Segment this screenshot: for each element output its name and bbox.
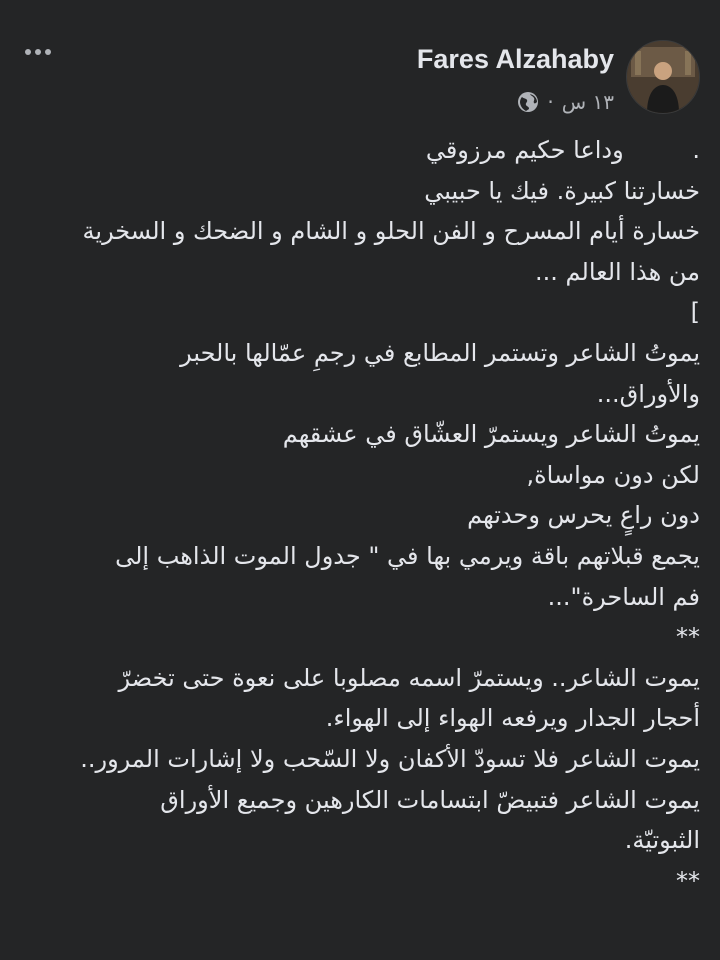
post-meta: [517, 90, 614, 114]
author-name[interactable]: Fares Alzahaby: [416, 44, 614, 74]
post-line: **: [676, 623, 700, 652]
post-line: يموتُ الشاعر ويستمرّ العشّاق في عشقهم: [282, 420, 700, 449]
more-options-icon-dot: [45, 49, 51, 55]
post-line: يموت الشاعر فلا تسودّ الأكفان ولا السّحب ولا إشارات المرور..: [80, 744, 700, 773]
post-line: خسارة أيام المسرح و الفن الحلو و الشام و الضحك و السخرية: [82, 217, 700, 246]
post-line: دون راعٍ يحرس وحدتهم: [467, 501, 700, 530]
post-line: لكن دون مواساة,: [526, 460, 700, 489]
more-options-button[interactable]: [18, 40, 58, 64]
post-line: من هذا العالم ...: [535, 257, 700, 286]
more-options-icon-dot: [35, 49, 41, 55]
post-line: يموتُ الشاعر وتستمر المطابع في رجمِ عمّالها بالحبر: [180, 338, 700, 367]
post-line: الثبوتيّة.: [624, 826, 700, 855]
post-line: يموت الشاعر فتبيضّ ابتسامات الكارهين وجميع الأوراق: [160, 785, 700, 814]
post-line: أحجار الجدار ويرفعه الهواء إلى الهواء.: [325, 704, 700, 733]
post-timestamp[interactable]: ١٣ س: [561, 90, 614, 114]
post-line: يجمع قبلاتهم باقة ويرمي بها في " جدول الموت الذاهب إلى: [115, 541, 700, 570]
post-line: **: [676, 866, 700, 895]
globe-icon[interactable]: [517, 91, 539, 113]
post-line: ]: [690, 298, 700, 327]
post-line: خسارتنا كبيرة. فيك يا حبيبي: [424, 176, 700, 205]
meta-separator: ·: [547, 90, 554, 114]
post-line: . وداعا حكيم مرزوقي: [425, 136, 700, 164]
post-line: فم الساحرة"...: [547, 582, 700, 611]
post-text: [20, 130, 700, 901]
post-line: يموت الشاعر.. ويستمرّ اسمه مصلوبا على نعوة حتى تخضرّ: [118, 663, 700, 692]
post-header: [0, 0, 720, 130]
author-avatar[interactable]: [626, 40, 700, 114]
post-line: والأوراق...: [596, 379, 700, 408]
more-options-icon: [25, 49, 31, 55]
